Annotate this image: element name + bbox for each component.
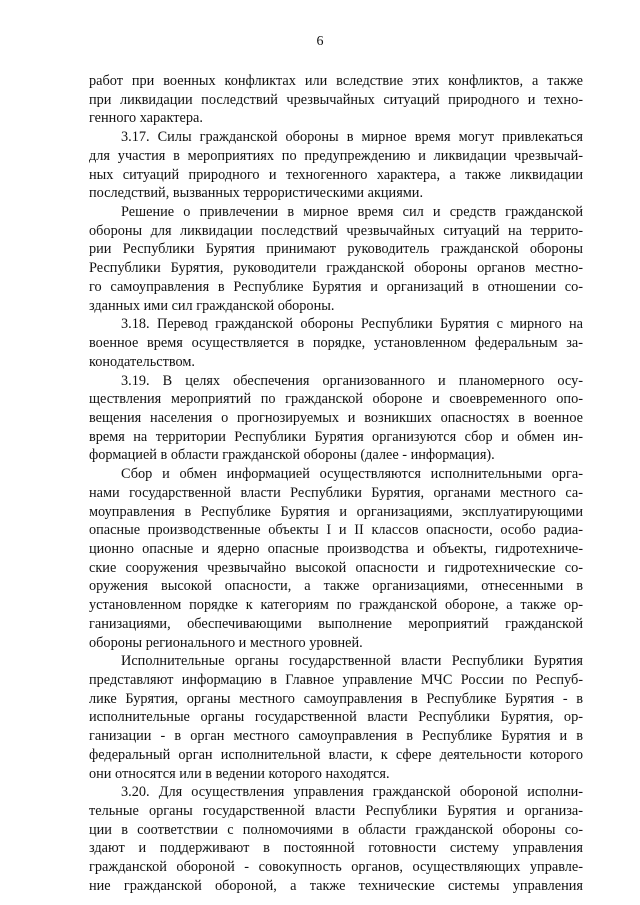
text-line: ганизации - в орган местного самоуправления в Республике Бурятия и в: [89, 728, 583, 745]
text-line: 3.18. Перевод гражданской обороны Республики Бурятия с мирного на: [121, 316, 583, 333]
text-line: федеральный орган исполнительной власти, к сфере деятельности которого: [89, 746, 583, 763]
text-line: работ при военных конфликтах или вследствие этих конфликтов, а также: [89, 73, 583, 89]
text-line: опасные производственные объекты I и II классов опасности, особо радиа-: [89, 522, 583, 539]
text-line: лике Бурятия, органы местного самоуправления в Республике Бурятия - в: [89, 690, 583, 707]
text-line: ционно опасные и ядерно опасные производства и объекты, гидротехниче-: [89, 540, 583, 557]
text-line: зданных ими сил гражданской обороны.: [89, 297, 335, 314]
text-line: при ликвидации последствий чрезвычайных ситуаций природного и техно-: [89, 91, 583, 108]
text-line: ние гражданской обороной, а также технические системы управления: [89, 877, 583, 894]
text-line: гражданской обороной - совокупность органов, осуществляющих управле-: [89, 859, 583, 876]
text-line: ганизациями, обеспечивающими выполнение мероприятий гражданской: [89, 615, 583, 632]
text-line: Исполнительные органы государственной власти Республики Бурятия: [121, 653, 583, 670]
text-line: обороны для ликвидации последствий чрезвычайных ситуаций на террито-: [89, 222, 583, 239]
text-line: ных ситуаций природного и техногенного характера, а также ликвидации: [89, 166, 583, 183]
text-line: формацией в области гражданской обороны (далее - информация).: [89, 447, 495, 464]
text-line: военное время осуществляется в порядке, установленном федеральным за-: [89, 335, 583, 352]
text-line: Сбор и обмен информацией осуществляются исполнительными орга-: [121, 466, 583, 483]
text-line: последствий, вызванных террористическими акциями.: [89, 185, 424, 202]
text-line: представляют информацию в Главное управление МЧС России по Респуб-: [89, 672, 583, 688]
text-line: го самоуправления в Республике Бурятия и организаций в отношении со-: [89, 278, 583, 295]
body-text: [89, 72, 583, 896]
text-line: 3.17. Силы гражданской обороны в мирное время могут привлекаться: [121, 129, 583, 146]
text-line: время на территории Республики Бурятия организуются сбор и обмен ин-: [89, 428, 583, 445]
text-line: для участия в мероприятиях по предупреждению и ликвидации чрезвычай-: [89, 147, 583, 164]
text-line: нами государственной власти Республики Бурятия, органами местного са-: [89, 484, 583, 501]
text-line: здают и поддерживают в постоянной готовности систему управления: [89, 840, 583, 857]
text-line: оружения высокой опасности, а также организациями, отнесенными в: [89, 578, 583, 595]
text-line: 3.19. В целях обеспечения организованного и планомерного осу-: [121, 372, 583, 389]
text-line: 3.20. Для осуществления управления гражданской обороной исполни-: [121, 784, 583, 801]
text-line: рии Республики Бурятия принимают руководитель гражданской обороны: [89, 241, 583, 258]
page-number: 6: [316, 34, 324, 49]
text-line: исполнительные органы государственной власти Республики Бурятия, ор-: [89, 709, 583, 726]
text-line: ции в соответствии с полномочиями в области гражданской обороны со-: [89, 821, 583, 838]
text-line: установленном порядке к категориям по гражданской обороне, а также ор-: [89, 597, 583, 614]
text-line: Республики Бурятия, руководители гражданской обороны органов местно-: [89, 260, 583, 277]
text-line: ществления мероприятий по гражданской обороне и своевременного опо-: [89, 391, 583, 408]
text-line: генного характера.: [89, 110, 203, 127]
text-line: моуправления в Республике Бурятия и организациями, эксплуатирующими: [89, 503, 583, 520]
text-line: обороны регионального и местного уровней.: [89, 634, 363, 651]
text-line: Решение о привлечении в мирное время сил и средств гражданской: [121, 204, 583, 221]
text-line: конодательством.: [89, 353, 195, 370]
text-line: вещения населения о прогнозируемых и возникших опасностях в военное: [89, 409, 583, 426]
text-line: ские сооружения чрезвычайно высокой опасности и гидротехнические со-: [89, 559, 583, 576]
text-line: они относятся или в ведении которого находятся.: [89, 765, 390, 782]
text-line: тельные органы государственной власти Республики Бурятия и организа-: [89, 803, 583, 820]
